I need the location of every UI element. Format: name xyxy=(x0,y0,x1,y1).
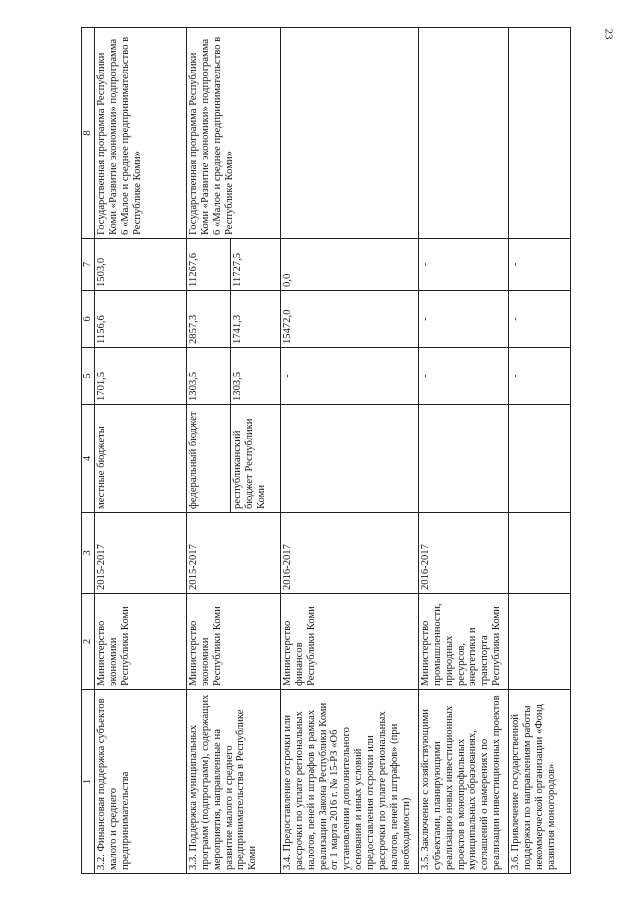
rotated-table-container xyxy=(81,28,562,874)
value-2016-cell: 1741,3 xyxy=(231,291,281,348)
header-col-1: 1 xyxy=(82,690,95,874)
executor-cell: Министерство экономики Республики Коми xyxy=(95,594,187,690)
table-row xyxy=(281,28,419,874)
measure-cell: 3.3. Поддержка муниципальных программ (подпрограмм), содержащих мероприятия, направленные на развитие малого и среднего предпринимательства в Республике Коми xyxy=(187,690,281,874)
executor-cell: Министерство промышленности, природных ресурсов, энергетики и транспорта Республики Коми xyxy=(419,594,509,690)
measure-cell: 3.2. Финансовая поддержка субъектов малого и среднего предпринимательства xyxy=(95,690,187,874)
header-col-7: 7 xyxy=(82,239,95,291)
period-cell: 2015-2017 xyxy=(95,513,187,594)
header-col-3: 3 xyxy=(82,513,95,594)
value-2015-cell: - xyxy=(281,348,419,405)
header-col-8: 8 xyxy=(82,28,95,239)
table-row xyxy=(509,28,571,874)
executor-cell xyxy=(509,594,571,690)
source-cell: республиканский бюджет Республики Коми xyxy=(231,405,281,513)
period-cell: 2016-2017 xyxy=(281,513,419,594)
value-2015-cell: 1701,5 xyxy=(95,348,187,405)
program-cell: Государственная программа Республики Коми «Развитие экономики» подпрограмма 6 «Малое и среднее предпринимательство в Республике Коми» xyxy=(95,28,187,239)
measures-table xyxy=(81,27,571,874)
table-row xyxy=(187,28,231,874)
executor-cell: Министерство экономики Республики Коми xyxy=(187,594,281,690)
period-cell: 2015-2017 xyxy=(187,513,281,594)
header-col-6: 6 xyxy=(82,291,95,348)
measure-cell: 3.5. Заключение с хозяйствующими субъектами, планирующими реализацию новых инвестиционных проектов в монопрофильных муниципальных образованиях, соглашений о намерениях по реализации инвестиционных проектов xyxy=(419,690,509,874)
source-cell xyxy=(281,405,419,513)
source-cell xyxy=(509,405,571,513)
executor-cell: Министерство финансов Республики Коми xyxy=(281,594,419,690)
value-2015-cell: - xyxy=(509,348,571,405)
program-cell: Государственная программа Республики Коми «Развитие экономики» подпрограмма 6 «Малое и среднее предпринимательство в Республике Коми» xyxy=(187,28,281,239)
table-row xyxy=(95,28,187,874)
value-2017-cell: 11267,6 xyxy=(187,239,231,291)
value-2015-cell: 1303,5 xyxy=(187,348,231,405)
period-cell xyxy=(509,513,571,594)
header-col-5: 5 xyxy=(82,348,95,405)
program-cell xyxy=(509,28,571,239)
value-2016-cell: - xyxy=(419,291,509,348)
program-cell xyxy=(419,28,509,239)
header-col-2: 2 xyxy=(82,594,95,690)
source-cell xyxy=(419,405,509,513)
value-2017-cell: 1503,0 xyxy=(95,239,187,291)
value-2016-cell: 1156,6 xyxy=(95,291,187,348)
header-col-4: 4 xyxy=(82,405,95,513)
source-cell: федеральный бюджет xyxy=(187,405,231,513)
program-cell xyxy=(281,28,419,239)
value-2016-cell: 2857,3 xyxy=(187,291,231,348)
value-2016-cell: - xyxy=(509,291,571,348)
measure-cell: 3.4. Предоставление отсрочки или рассрочки по уплате региональных налогов, пеней и штрафов в рамках реализации Закона Республики Коми от 1 марта 2016 г. № 15-РЗ «Об установлении дополнительного основания и иных условий предоставления отсрочки или рассрочки по уплате региональных налогов, пеней и штрафов» (при необходимости) xyxy=(281,690,419,874)
value-2016-cell: 15472,0 xyxy=(281,291,419,348)
header-row xyxy=(82,28,95,874)
source-cell: местные бюджеты xyxy=(95,405,187,513)
table-row xyxy=(419,28,509,874)
value-2017-cell: 0,0 xyxy=(281,239,419,291)
value-2017-cell: - xyxy=(419,239,509,291)
page-number: 23 xyxy=(602,28,615,40)
measure-cell: 3.6. Привлечение государственной поддержки по направлениям работы некоммерческой организации «Фонд развития моногородов» xyxy=(509,690,571,874)
period-cell: 2016-2017 xyxy=(419,513,509,594)
value-2015-cell: - xyxy=(419,348,509,405)
value-2015-cell: 1303,5 xyxy=(231,348,281,405)
value-2017-cell: 11727,5 xyxy=(231,239,281,291)
value-2017-cell: - xyxy=(509,239,571,291)
